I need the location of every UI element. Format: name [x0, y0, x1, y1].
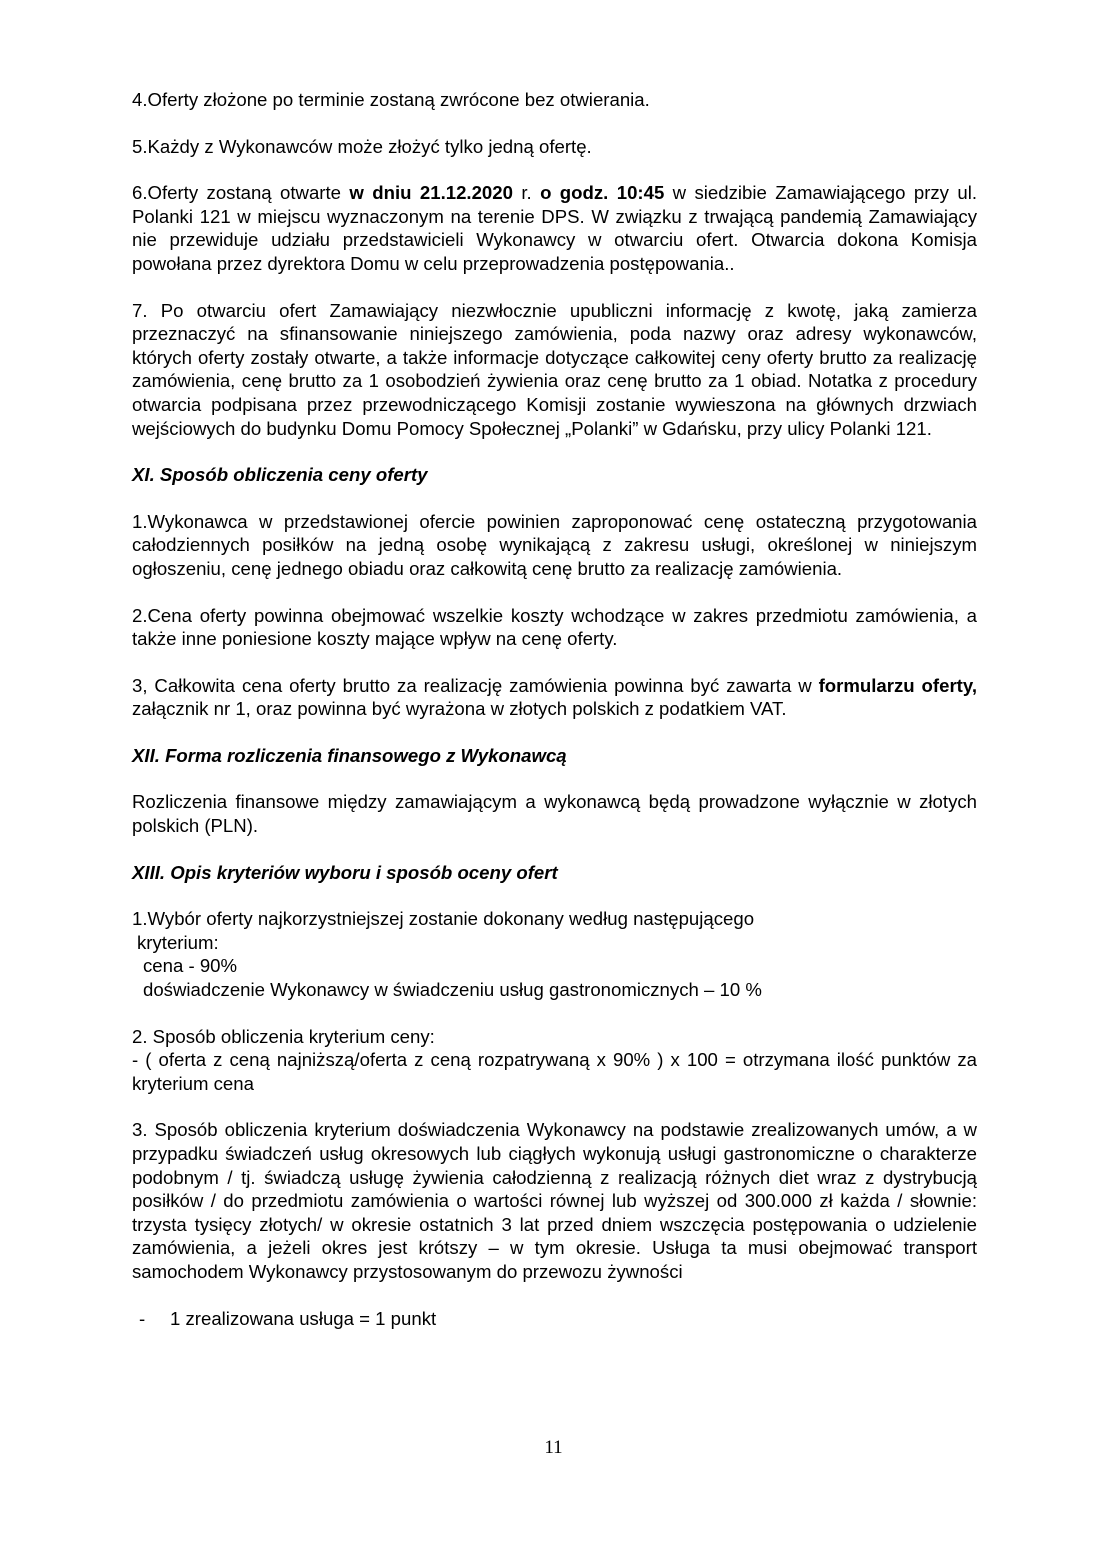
section-11-paragraph-3: [132, 674, 977, 721]
section-13-heading: XIII. Opis kryteriów wyboru i sposób oceny ofert: [132, 861, 558, 883]
criteria-experience: doświadczenie Wykonawcy w świadczeniu usług gastronomicznych – 10 %: [143, 979, 762, 1001]
section-11-paragraph-2: 2.Cena oferty powinna obejmować wszelkie koszty wchodzące w zakres przedmiotu zamówienia, a także inne poniesione koszty mające wpływ na cenę oferty.: [132, 604, 977, 650]
list-item: [132, 1307, 977, 1331]
section-11-paragraph-1: 1.Wykonawca w przedstawionej ofercie powinien zaproponować cenę ostateczną przygotowania całodziennych posiłków na jedną osobę wynikającą z zakresu usługi, określonej w niniejszym ogłoszeniu, cenę jednego obiadu oraz całkowitą cenę brutto za realizację zamówienia.: [132, 510, 977, 579]
s11p3-text-a: 3, Całkowita cena oferty brutto za realizację zamówienia powinna być zawarta w: [132, 674, 819, 696]
criteria-label: kryterium:: [137, 931, 219, 953]
list-item-text: 1 zrealizowana usługa = 1 punkt: [170, 1307, 437, 1329]
p6-text-c: r.: [512, 182, 541, 204]
criteria-price: cena - 90%: [143, 955, 238, 977]
p6-date: w dniu 21.12.2020: [349, 182, 513, 204]
section-13-paragraph-1: [132, 907, 977, 1001]
page-number: 11: [544, 1437, 563, 1458]
list-dash: -: [139, 1307, 146, 1329]
section-12-heading: XII. Forma rozliczenia finansowego z Wykonawcą: [132, 744, 567, 766]
document-page: [132, 88, 977, 1330]
s11p3-form-name: formularzu oferty,: [818, 674, 977, 696]
p6-text-a: 6.Oferty zostaną otwarte: [132, 182, 350, 204]
price-criterion-formula: - ( oferta z ceną najniższą/oferta z ceną rozpatrywaną x 90% ) x 100 = otrzymana ilość punktów za kryterium cena: [132, 1049, 977, 1094]
price-criterion-title: 2. Sposób obliczenia kryterium ceny:: [132, 1025, 435, 1047]
section-11-heading: XI. Sposób obliczenia ceny oferty: [132, 464, 428, 486]
section-13-paragraph-2: [132, 1025, 977, 1096]
paragraph-6: [132, 181, 977, 275]
section-13-paragraph-3: 3. Sposób obliczenia kryterium doświadczenia Wykonawcy na podstawie zrealizowanych umów, a w przypadku świadczeń usług okresowych lub ciągłych wykonują usługi gastronomiczne o charakterze podobnym / tj. świadczą usługę żywienia całodzienną z realizacją różnych diet wraz z dystrybucją posiłków / do przedmiotu zamówienia o wartości równej lub wyższej od 300.000 zł każda / słownie: trzysta tysięcy złotych/ w okresie ostatnich 3 lat przed dniem wszczęcia postępowania o udzielenie zamówienia, a jeżeli okres jest krótszy – w tym okresie. Usługa ta musi obejmować transport samochodem Wykonawcy przystosowanym do przewozu żywności: [132, 1119, 977, 1282]
paragraph-7: 7. Po otwarciu ofert Zamawiający niezwłocznie upubliczni informację z kwotę, jaką zamierza przeznaczyć na sfinansowanie niniejszego zamówienia, poda nazwy oraz adresy wykonawców, których oferty zostały otwarte, a także informacje dotyczące całkowitej ceny oferty brutto za realizację zamówienia, cenę brutto za 1 osobodzień żywienia oraz cenę brutto za 1 obiad. Notatka z procedury otwarcia podpisana przez przewodniczącego Komisji zostanie wywieszona na głównych drzwiach wejściowych do budynku Domu Pomocy Społecznej „Polanki” w Gdańsku, przy ulicy Polanki 121.: [132, 299, 977, 439]
p6-time: o godz. 10:45: [540, 182, 665, 204]
criteria-intro: 1.Wybór oferty najkorzystniejszej zostanie dokonany według następującego: [132, 908, 755, 930]
paragraph-4: 4.Oferty złożone po terminie zostaną zwrócone bez otwierania.: [132, 89, 650, 110]
paragraph-5: 5.Każdy z Wykonawców może złożyć tylko jedną ofertę.: [132, 135, 592, 157]
section-12-paragraph-1: Rozliczenia finansowe między zamawiającym a wykonawcą będą prowadzone wyłącznie w złotych polskich (PLN).: [132, 791, 977, 837]
p6-text-e: w siedzibie Zamawiającego przy ul. Polanki 121 w miejscu wyznaczonym na terenie DPS. W związku z trwającą pandemią Zamawiający nie przewiduje udziału przedstawicieli Wykonawcy w otwarciu ofert. Otwarcia dokona Komisja powołana przez dyrektora Domu w celu przeprowadzenia postępowania..: [132, 182, 977, 274]
s11p3-text-c: załącznik nr 1, oraz powinna być wyrażona w złotych polskich z podatkiem VAT.: [132, 698, 787, 720]
